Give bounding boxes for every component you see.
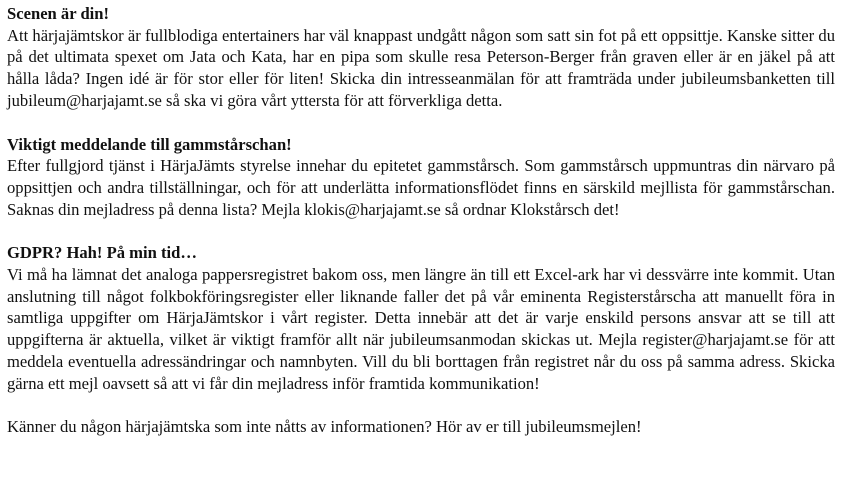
- section-heading: Viktigt meddelande till gammstårschan!: [7, 134, 292, 154]
- section-paragraph: Vi må ha lämnat det analoga pappersregistret bakom oss, men längre än till ett Excel-ark har vi dessvärre inte kommit. Utan anslutning till något folkbokföringsregister eller liknande faller det på vår eminenta Registerstårscha att manuellt föra in samtliga uppgifter om HärjaJämtskor i vårt register. Detta innebär att det är varje enskild persons ansvar att se till att uppgifterna är aktuella, vilket är viktigt framför allt när jubileumsanmodan skickas ut. Mejla register@harjajamt.se för att meddela eventuella adressändringar och namnbyten. Vill du bli borttagen från registret når du oss på samma adress. Skicka gärna ett mejl oavsett så att vi får din mejladress inför framtida kommunikation!: [7, 265, 835, 393]
- closing-paragraph: Känner du någon härjajämtska som inte nåtts av informationen? Hör av er till jubileumsmejlen!: [7, 417, 642, 437]
- section-gammstarschan: [7, 134, 835, 221]
- section-paragraph: Efter fullgjord tjänst i HärjaJämts styrelse innehar du epitetet gammstårsch. Som gammstårsch uppmuntras din närvaro på oppsittjen och andra tillställningar, och för att underlätta informationsflödet finns en särskild mejllista för gammstårschan. Saknas din mejladress på denna lista? Mejla klokis@harjajamt.se så ordnar Klokstårsch det!: [7, 156, 835, 219]
- section-gdpr: [7, 242, 835, 394]
- section-heading: GDPR? Hah! På min tid…: [7, 243, 197, 263]
- section-stage: [7, 3, 835, 112]
- section-heading: Scenen är din!: [7, 4, 110, 23]
- section-paragraph: Att härjajämtskor är fullblodiga entertainers har väl knappast undgått någon som satt sin fot på ett oppsittje. Kanske sitter du på det ultimata spexet om Jata och Kata, har en pipa som skulle resa Peterson-Berger från graven eller är en jäkel på att hålla låda? Ingen idé är för stor eller för liten! Skicka din intresseanmälan för att framträda under jubileumsbanketten till jubileum@harjajamt.se så ska vi göra vårt yttersta för att förverkliga detta.: [7, 25, 835, 110]
